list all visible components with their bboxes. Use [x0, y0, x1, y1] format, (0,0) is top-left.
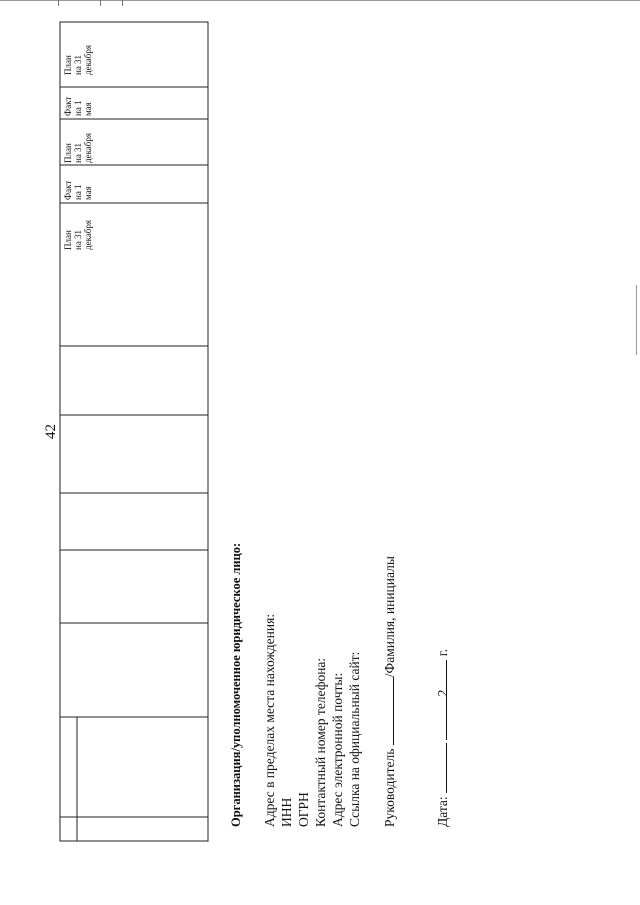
date-day-blank: [434, 743, 447, 793]
inn-field-label: ИНН: [279, 797, 294, 827]
column-header-plan-1: План на 31 декабря: [63, 219, 93, 250]
address-field-label: Адрес в пределах места нахождения:: [262, 613, 277, 827]
website-field-label: Ссылка на официальный сайт:: [347, 651, 362, 827]
page-number: 42: [43, 424, 59, 439]
phone-field-label: Контактный номер телефона:: [313, 657, 328, 827]
column-header-fact-1: Факт на 1 мая: [63, 180, 93, 200]
organization-block: [228, 267, 451, 827]
column-header-plan-3: План на 31 декабря: [63, 44, 93, 75]
head-signature-line: [381, 267, 398, 827]
date-year-blank: 2: [434, 690, 447, 740]
ogrn-field-label: ОГРН: [296, 792, 311, 827]
head-name-caption: /Фамилия, инициалы: [382, 556, 397, 678]
organization-heading: Организация/уполномоченное юридическое лицо:: [229, 542, 243, 827]
column-header-fact-2: Факт на 1 мая: [63, 96, 93, 116]
date-year-suffix: г.: [435, 648, 450, 657]
date-year-rest-blank: [434, 660, 447, 690]
date-line: [434, 267, 451, 827]
signature-blank: [381, 677, 394, 745]
email-field-label: Адрес электронной почты:: [330, 672, 345, 827]
date-label: Дата:: [435, 796, 450, 827]
head-label: Руководитель: [382, 748, 397, 827]
column-header-plan-2: План на 31 декабря: [63, 132, 93, 163]
